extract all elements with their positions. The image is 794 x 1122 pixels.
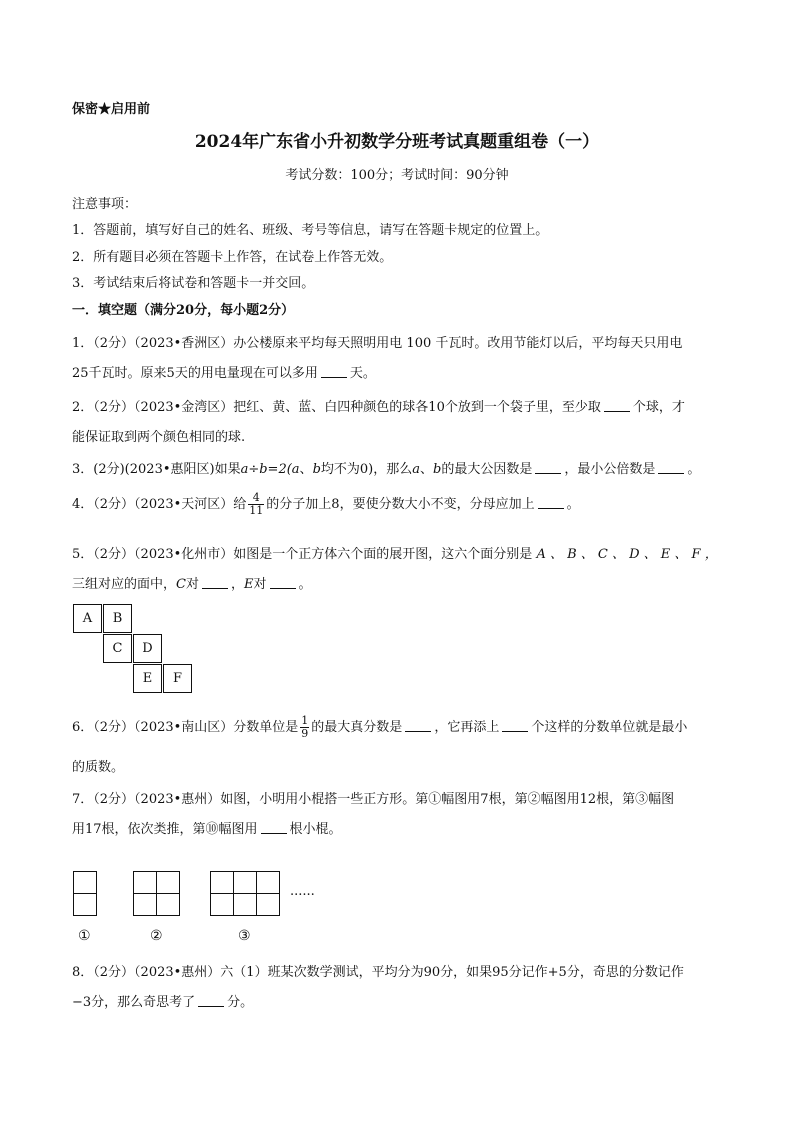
figure-label: ① — [78, 928, 91, 944]
figure-label: ② — [150, 928, 163, 944]
section-heading: 一．填空题（满分20分，每小题2分） — [72, 303, 295, 318]
question-4: 4．（2分）（2023•天河区）给 $\frac{4}{11}$ 的分子加上8，要使分数大小不变，分母应加上 。 — [72, 491, 580, 517]
question-6-line2: 的质数。 — [72, 760, 125, 775]
answer-blank[interactable] — [202, 576, 228, 589]
question-8-line1: 8．（2分）（2023•惠州）六（1）班某次数学测试，平均分为90分，如果95分记作+5分，奇思的分数记作 — [72, 965, 684, 980]
answer-blank[interactable] — [604, 399, 630, 412]
net-face: E — [133, 664, 162, 693]
question-7-line1: 7．（2分）（2023•惠州）如图，小明用小棍搭一些正方形。第①幅图用7根，第②幅图用12根，第③幅图 — [72, 792, 675, 807]
answer-blank[interactable] — [321, 365, 347, 378]
question-2-line1: 2．（2分）（2023•金湾区）把红、黄、蓝、白四种颜色的球各10个放到一个袋子里，至少取 个球，才 — [72, 400, 685, 415]
question-2-line2: 能保证取到两个颜色相同的球. — [72, 430, 246, 445]
exam-info: 考试分数：100分；考试时间：90分钟 — [285, 168, 509, 183]
continuation-dots: ...... — [290, 884, 315, 899]
figure-label: ③ — [238, 928, 251, 944]
note-item: 2．所有题目必须在答题卡上作答，在试卷上作答无效。 — [72, 250, 393, 265]
answer-blank[interactable] — [261, 821, 287, 834]
net-face: D — [133, 634, 162, 663]
note-item: 3．考试结束后将试卷和答题卡一并交回。 — [72, 276, 315, 291]
page-title: 2024年广东省小升初数学分班考试真题重组卷（一） — [194, 132, 600, 152]
question-8-line2: −3分，那么奇思考了 分。 — [72, 995, 254, 1010]
question-7-line2: 用17根，依次类推，第⑩幅图用 根小棍。 — [72, 822, 342, 837]
secret-label: 保密★启用前 — [72, 102, 151, 117]
question-5-line1: 5．（2分）（2023•化州市）如图是一个正方体六个面的展开图，这六个面分别是 A 、 B 、 C 、 D 、 E 、 F ， — [72, 547, 718, 562]
answer-blank[interactable] — [538, 496, 564, 509]
fraction: $\frac{1}{9}$ — [301, 714, 309, 740]
question-1-line1: 1．（2分）（2023•香洲区）办公楼原来平均每天照明用电 100 千瓦时。改用节能灯以后，平均每天只用电 — [72, 336, 683, 351]
question-5-line2: 三组对应的面中，C对 ，E对 。 — [72, 577, 312, 592]
net-face: F — [163, 664, 192, 693]
answer-blank[interactable] — [405, 719, 431, 732]
net-face: C — [103, 634, 132, 663]
note-item: 1．答题前，填写好自己的姓名、班级、考号等信息，请写在答题卡规定的位置上。 — [72, 223, 549, 238]
fraction: $\frac{4}{11}$ — [249, 491, 264, 517]
question-6-line1: 6．（2分）（2023•南山区）分数单位是 $\frac{1}{9}$ 的最大真分数是 ，它再添上 个这样的分数单位就是最小 — [72, 714, 688, 740]
answer-blank[interactable] — [658, 461, 684, 474]
answer-blank[interactable] — [535, 461, 561, 474]
variable-e: E — [244, 577, 254, 592]
question-3: 3．(2分)(2023•惠阳区)如果a÷b=2(a、b均不为0)，那么a、b的最大公因数是 ，最小公倍数是 。 — [72, 462, 701, 477]
net-face: A — [73, 604, 102, 633]
answer-blank[interactable] — [198, 994, 224, 1007]
question-1-line2: 25千瓦时。原来5天的用电量现在可以多用 天。 — [72, 366, 376, 381]
notes-heading: 注意事项： — [72, 197, 138, 212]
net-face: B — [103, 604, 132, 633]
answer-blank[interactable] — [502, 719, 528, 732]
answer-blank[interactable] — [270, 576, 296, 589]
